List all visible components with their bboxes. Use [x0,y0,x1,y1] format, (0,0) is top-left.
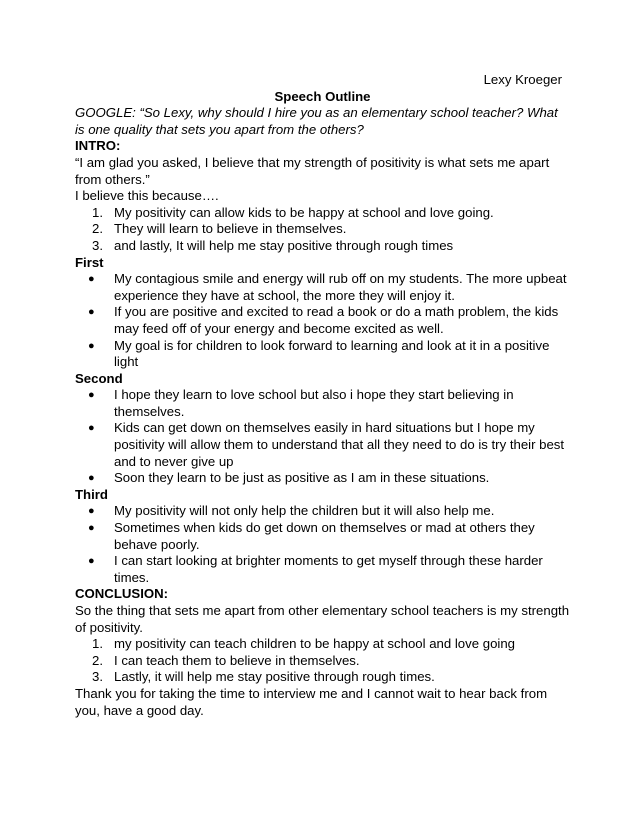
list-item-text: my positivity can teach children to be happy at school and love going [114,636,515,652]
list-item-text: I hope they learn to love school but also i hope they start believing in themselves. [114,387,514,419]
list-item [75,387,570,420]
first-heading: First [75,254,104,270]
list-item [75,420,570,470]
conclusion-heading: CONCLUSION: [75,586,169,602]
bullet-icon: ● [88,472,95,485]
interview-question: GOOGLE: “So Lexy, why should I hire you as an elementary school teacher? What is one quality that sets you apart from the others? [75,105,558,137]
list-item-text: My goal is for children to look forward to learning and look at it in a positive light [114,337,550,370]
list-item [75,221,570,238]
bullet-icon: ● [88,505,95,518]
list-item [75,653,570,670]
list-item [75,338,570,371]
bullet-icon: ● [88,522,95,535]
list-item [75,636,570,653]
third-heading: Third [75,486,108,502]
list-item [75,520,570,553]
list-item-text: Soon they learn to be just as positive as I am in these situations. [114,470,490,486]
list-item-text: If you are positive and excited to read a book or do a math problem, the kids may feed off of your energy and become excited as well. [114,304,559,336]
first-list [75,271,570,371]
list-item-text: Lastly, it will help me stay positive through rough times. [114,669,435,685]
intro-heading: INTRO: [75,138,121,154]
bullet-icon: ● [88,555,95,568]
author-name: Lexy Kroeger [483,72,562,87]
list-item [75,238,570,255]
list-item-text: Sometimes when kids do get down on themselves or mad at others they behave poorly. [114,520,535,552]
list-item [75,470,570,487]
document-title: Speech Outline [274,88,371,104]
list-item [75,271,570,304]
list-item [75,304,570,337]
list-item-text: and lastly, It will help me stay positive through rough times [114,237,454,253]
list-item-text: My contagious smile and energy will rub off on my students. The more upbeat experience they have at school, the more they will enjoy it. [114,271,567,303]
conclusion-text: So the thing that sets me apart from other elementary school teachers is my strength of positivity. [75,603,570,635]
list-item-text: I can start looking at brighter moments to get myself through these harder times. [114,553,543,585]
bullet-icon: ● [88,273,95,286]
list-item [75,669,570,686]
intro-lead: I believe this because…. [75,188,219,204]
second-heading: Second [75,370,123,386]
document-body [75,72,570,719]
list-item-text: My positivity can allow kids to be happy at school and love going. [114,204,494,220]
list-number: 3. [92,669,103,685]
bullet-icon: ● [88,389,95,402]
list-item-text: They will learn to believe in themselves. [114,221,347,237]
third-list [75,503,570,586]
list-item [75,553,570,586]
intro-list [75,205,570,255]
list-item [75,503,570,520]
list-item [75,205,570,222]
list-number: 3. [92,237,103,253]
bullet-icon: ● [88,306,95,319]
list-item-text: Kids can get down on themselves easily in hard situations but I hope my positivity will allow them to understand that all they need to do is try their best and to never give up [114,420,565,469]
conclusion-list [75,636,570,686]
list-item-text: I can teach them to believe in themselves. [114,652,360,668]
bullet-icon: ● [88,339,95,352]
intro-quote: “I am glad you asked, I believe that my strength of positivity is what sets me apart from others.” [75,154,550,187]
list-number: 2. [92,221,103,237]
closing-text: Thank you for taking the time to interview me and I cannot wait to hear back from you, have a good day. [75,685,548,718]
list-item-text: My positivity will not only help the children but it will also help me. [114,503,495,519]
list-number: 1. [92,636,103,652]
list-number: 1. [92,204,103,220]
bullet-icon: ● [88,422,95,435]
second-list [75,387,570,487]
list-number: 2. [92,652,103,668]
